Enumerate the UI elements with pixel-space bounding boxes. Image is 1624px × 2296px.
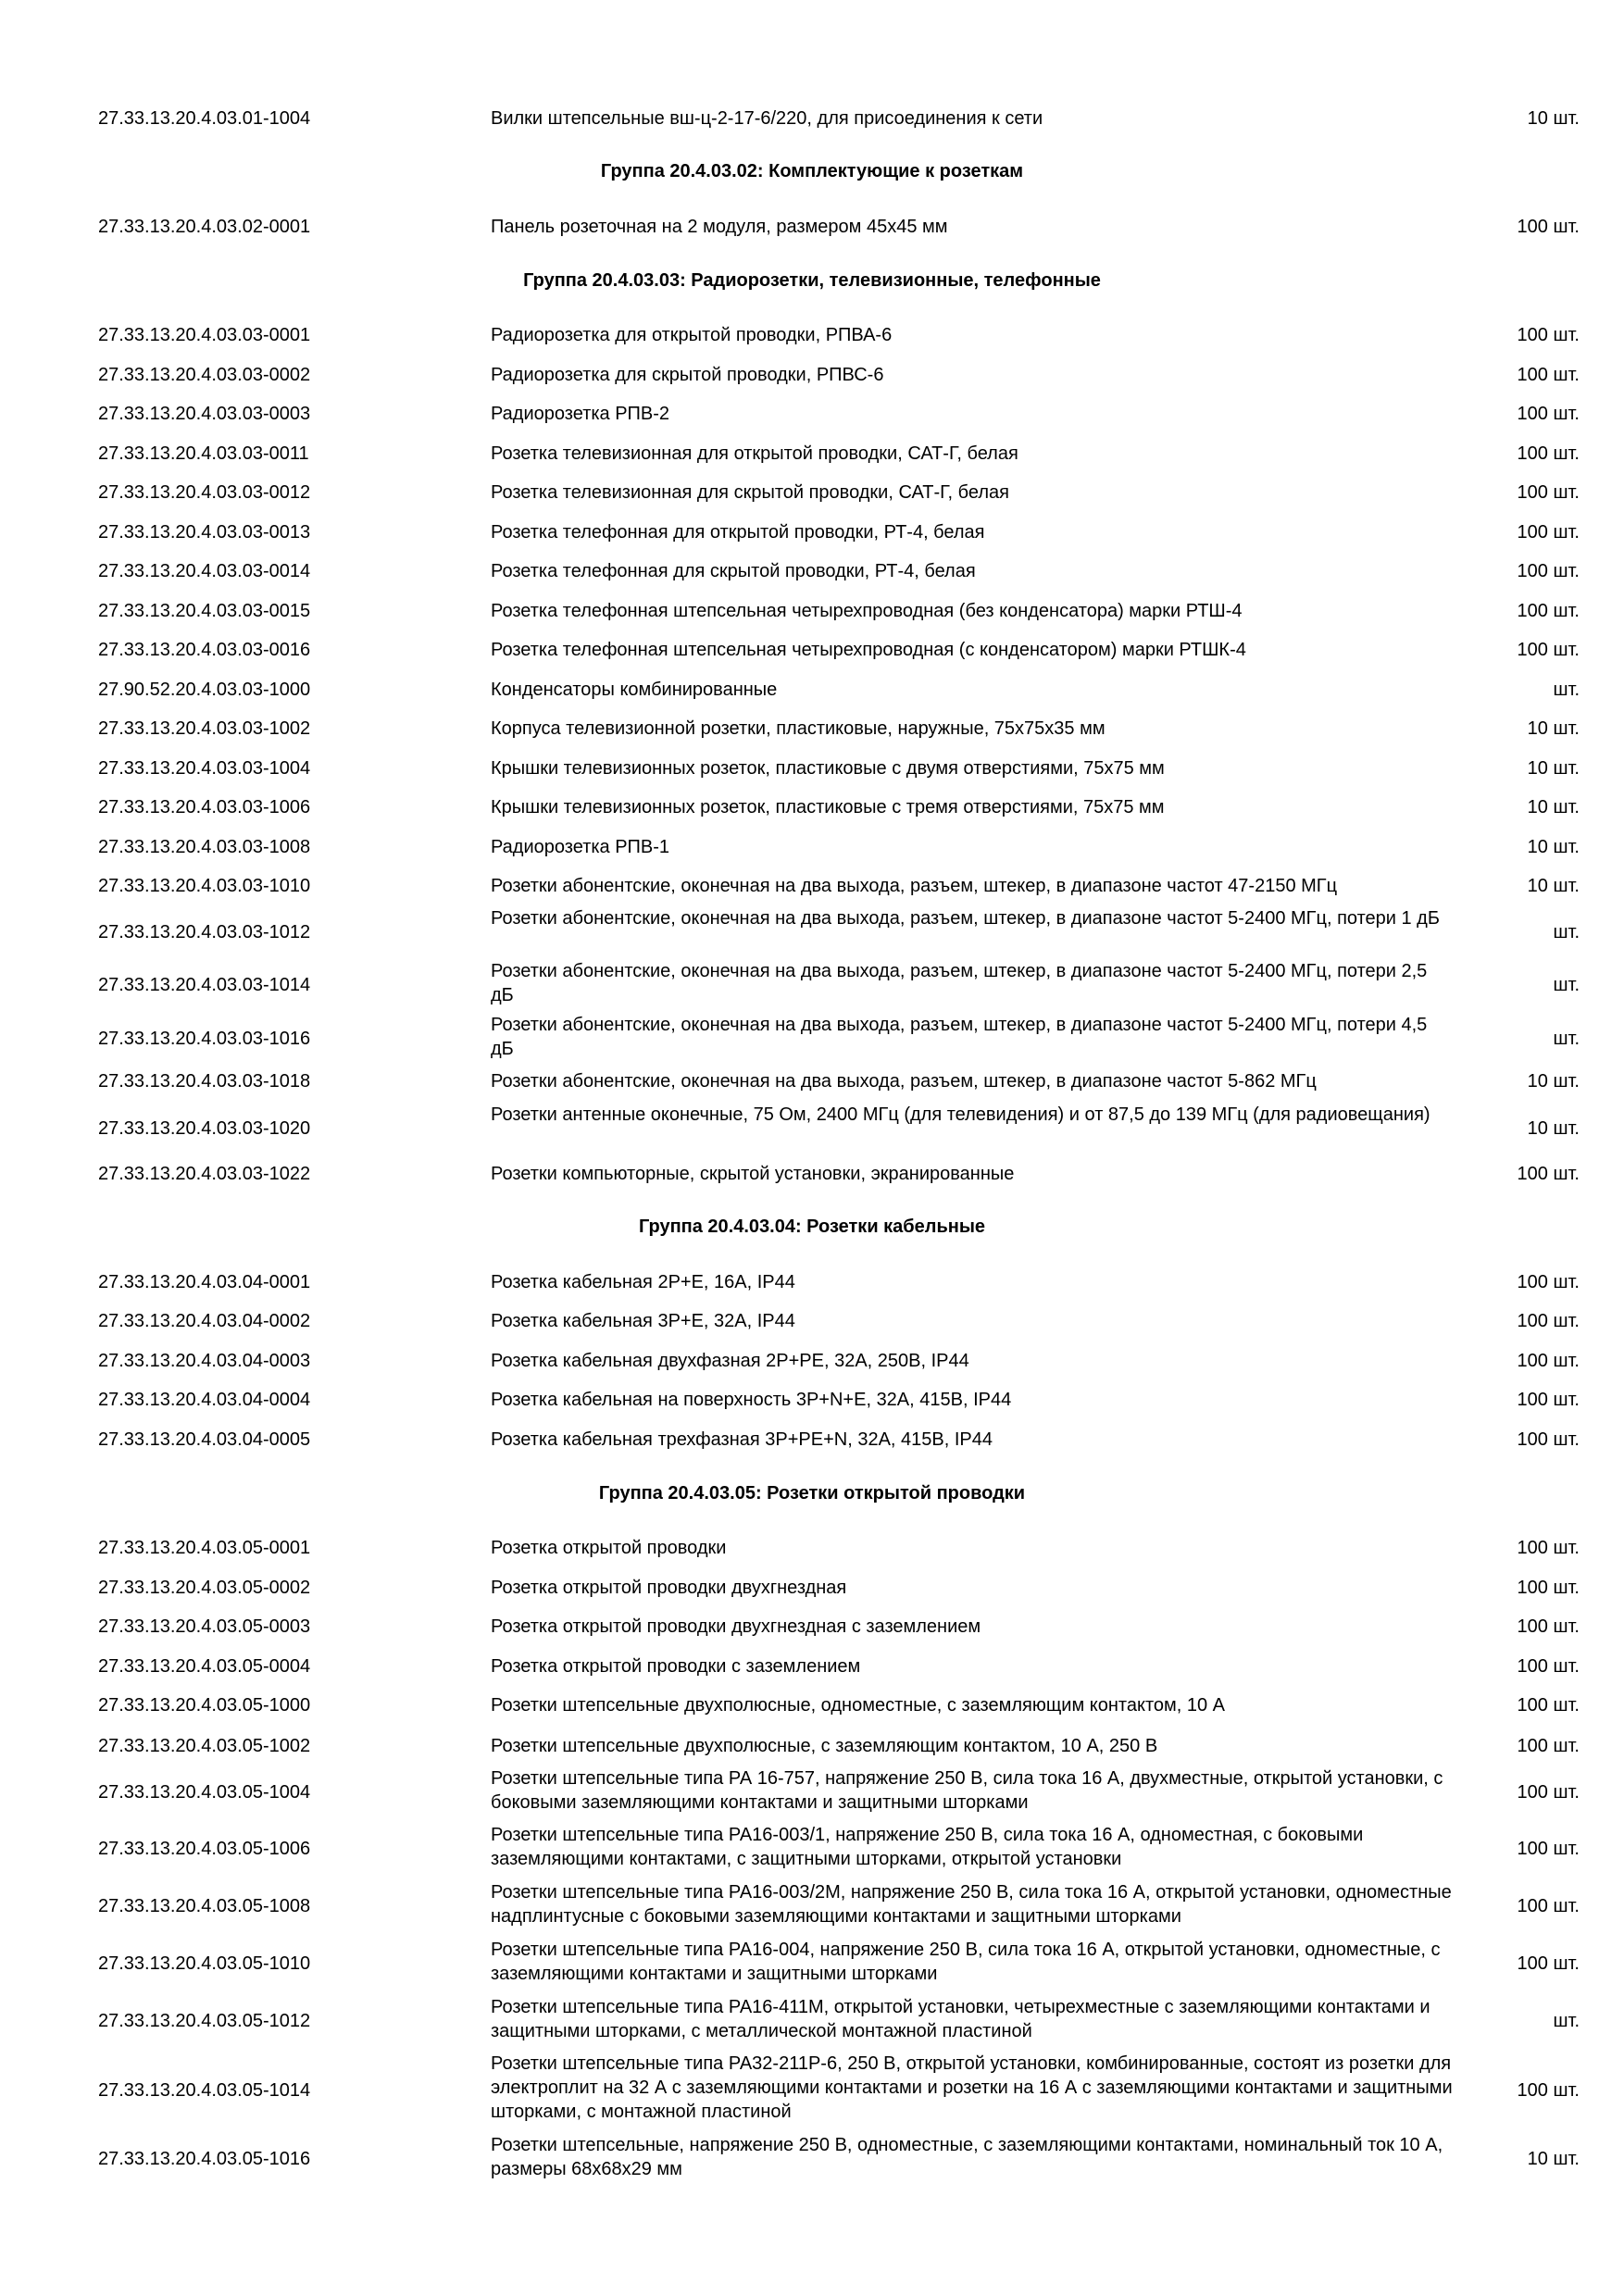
item-code: 27.33.13.20.4.03.05-1008 xyxy=(98,1896,311,1916)
item-unit: 100 шт. xyxy=(1517,1538,1580,1558)
item-code: 27.33.13.20.4.03.03-1008 xyxy=(98,837,311,857)
item-name: Розетка телефонная для скрытой проводки, РТ-4, белая xyxy=(491,561,976,581)
item-code: 27.33.13.20.4.03.05-1012 xyxy=(98,2011,311,2031)
item-code: 27.33.13.20.4.03.05-1014 xyxy=(98,2080,311,2101)
item-unit: 100 шт. xyxy=(1517,1578,1580,1598)
item-name: Розетки абонентские, оконечная на два выхода, разъем, штекер, в диапазоне частот 47-2150 МГц xyxy=(491,876,1338,896)
item-code: 27.33.13.20.4.03.03-1020 xyxy=(98,1118,311,1139)
item-unit: 100 шт. xyxy=(1517,325,1580,345)
item-name: Радиорозетка РПВ-1 xyxy=(491,837,670,857)
item-unit: 100 шт. xyxy=(1517,1351,1580,1371)
item-name: Радиорозетка РПВ-2 xyxy=(491,404,670,424)
item-name: Розетки штепсельные типа РА16-003/1, напряжение 250 В, сила тока 16 А, одноместная, с боковыми заземляющими контактами, с защитными шторками, открытой установки xyxy=(491,1825,1364,1869)
item-unit: 10 шт. xyxy=(1527,876,1580,896)
item-unit: 10 шт. xyxy=(1527,837,1580,857)
item-unit: 100 шт. xyxy=(1517,1736,1580,1756)
item-unit: 10 шт. xyxy=(1527,1118,1580,1139)
item-name: Крышки телевизионных розеток, пластиковые с двумя отверстиями, 75х75 мм xyxy=(491,758,1165,779)
item-name: Корпуса телевизионной розетки, пластиковые, наружные, 75х75х35 мм xyxy=(491,718,1106,739)
item-unit: шт. xyxy=(1553,922,1580,942)
item-code: 27.33.13.20.4.03.05-1010 xyxy=(98,1953,311,1974)
group-heading: Группа 20.4.03.04: Розетки кабельные xyxy=(638,1217,986,1237)
item-code: 27.33.13.20.4.03.03-0002 xyxy=(98,365,311,385)
item-name: Розетки штепсельные двухполюсные, одноместные, с заземляющим контактом, 10 А xyxy=(491,1695,1226,1716)
item-name: Розетка телевизионная для открытой проводки, САТ-Г, белая xyxy=(491,443,1018,464)
item-code: 27.33.13.20.4.03.03-0016 xyxy=(98,640,311,660)
item-name: Розетка открытой проводки двухгнездная с заземлением xyxy=(491,1616,981,1637)
item-name: Розетки абонентские, оконечная на два выхода, разъем, штекер, в диапазоне частот 5-2400 МГц, потери 4,5 дБ xyxy=(491,1015,1428,1059)
item-code: 27.33.13.20.4.03.03-1016 xyxy=(98,1029,311,1049)
item-name: Радиорозетка для открытой проводки, РПВА-6 xyxy=(491,325,893,345)
item-name: Розетка открытой проводки xyxy=(491,1538,727,1558)
item-unit: шт. xyxy=(1553,975,1580,995)
item-unit: 100 шт. xyxy=(1517,640,1580,660)
item-name: Розетка кабельная двухфазная 2Р+РЕ, 32А, 250В, IP44 xyxy=(491,1351,969,1371)
item-code: 27.33.13.20.4.03.05-0003 xyxy=(98,1616,311,1637)
item-name: Розетки штепсельные типа РА16-003/2М, напряжение 250 В, сила тока 16 А, открытой установки, одноместные надплинтусные с боковыми заземляющими контактами и защитными шторками xyxy=(491,1882,1452,1927)
item-unit: 100 шт. xyxy=(1517,404,1580,424)
item-name: Розетки штепсельные типа РА16-004, напряжение 250 В, сила тока 16 А, открытой установки, одноместные, с заземляющими контактами и защитными шторками xyxy=(491,1940,1441,1984)
item-unit: шт. xyxy=(1553,1029,1580,1049)
item-unit: шт. xyxy=(1553,680,1580,700)
item-unit: 10 шт. xyxy=(1527,718,1580,739)
item-name: Розетка кабельная на поверхность 3Р+N+Е, 32А, 415В, IP44 xyxy=(491,1390,1012,1410)
item-unit: 100 шт. xyxy=(1517,522,1580,543)
item-code: 27.33.13.20.4.03.05-1000 xyxy=(98,1695,311,1716)
item-unit: 100 шт. xyxy=(1517,1272,1580,1292)
item-name: Розетка кабельная 2Р+Е, 16А, IP44 xyxy=(491,1272,795,1292)
item-unit: 100 шт. xyxy=(1517,1695,1580,1716)
item-code: 27.33.13.20.4.03.03-1014 xyxy=(98,975,311,995)
item-name: Розетки штепсельные, напряжение 250 В, одноместные, с заземляющими контактами, номинальный ток 10 А, размеры 68х68х29 мм xyxy=(491,2135,1443,2179)
item-code: 27.33.13.20.4.03.03-1006 xyxy=(98,797,311,817)
item-name: Розетки штепсельные двухполюсные, с заземляющим контактом, 10 А, 250 В xyxy=(491,1736,1158,1756)
item-unit: 100 шт. xyxy=(1517,482,1580,503)
item-code: 27.33.13.20.4.03.04-0005 xyxy=(98,1429,311,1450)
item-name: Розетка кабельная трехфазная 3Р+РЕ+N, 32А, 415В, IP44 xyxy=(491,1429,993,1450)
item-name: Радиорозетка для скрытой проводки, РПВС-6 xyxy=(491,365,884,385)
item-unit: 100 шт. xyxy=(1517,365,1580,385)
item-code: 27.33.13.20.4.03.04-0003 xyxy=(98,1351,311,1371)
item-unit: 100 шт. xyxy=(1517,217,1580,237)
item-name: Розетка телефонная для открытой проводки, РТ-4, белая xyxy=(491,522,985,543)
item-unit: 10 шт. xyxy=(1527,758,1580,779)
item-code: 27.33.13.20.4.03.03-1012 xyxy=(98,922,311,942)
item-name: Конденсаторы комбинированные xyxy=(491,680,778,700)
item-code: 27.33.13.20.4.03.03-0012 xyxy=(98,482,311,503)
item-code: 27.33.13.20.4.03.05-1004 xyxy=(98,1782,311,1803)
item-name: Розетки абонентские, оконечная на два выхода, разъем, штекер, в диапазоне частот 5-2400 МГц, потери 2,5 дБ xyxy=(491,961,1428,1005)
item-code: 27.33.13.20.4.03.03-0003 xyxy=(98,404,311,424)
item-unit: 100 шт. xyxy=(1517,1311,1580,1331)
item-name: Розетка телевизионная для скрытой проводки, САТ-Г, белая xyxy=(491,482,1009,503)
item-code: 27.33.13.20.4.03.04-0004 xyxy=(98,1390,311,1410)
item-name: Вилки штепсельные вш-ц-2-17-6/220, для присоединения к сети xyxy=(491,108,1043,129)
item-code: 27.33.13.20.4.03.05-1002 xyxy=(98,1736,311,1756)
item-code: 27.33.13.20.4.03.05-0004 xyxy=(98,1656,311,1677)
item-name: Крышки телевизионных розеток, пластиковые с тремя отверстиями, 75х75 мм xyxy=(491,797,1165,817)
item-unit: 100 шт. xyxy=(1517,443,1580,464)
group-heading: Группа 20.4.03.03: Радиорозетки, телевизионные, телефонные xyxy=(523,270,1101,291)
item-code: 27.33.13.20.4.03.04-0001 xyxy=(98,1272,311,1292)
item-name: Розетка открытой проводки с заземлением xyxy=(491,1656,861,1677)
item-unit: 100 шт. xyxy=(1517,1429,1580,1450)
item-name: Розетка кабельная 3Р+Е, 32А, IP44 xyxy=(491,1311,795,1331)
item-name: Розетки штепсельные типа РА16-411М, открытой установки, четырехместные с заземляющими контактами и защитными шторками, с металлической монтажной пластиной xyxy=(491,1997,1430,2041)
item-unit: 10 шт. xyxy=(1527,797,1580,817)
item-unit: 100 шт. xyxy=(1517,561,1580,581)
group-heading: Группа 20.4.03.02: Комплектующие к розеткам xyxy=(600,161,1024,181)
item-code: 27.33.13.20.4.03.03-0014 xyxy=(98,561,311,581)
item-unit: 100 шт. xyxy=(1517,1390,1580,1410)
item-name: Розетки абонентские, оконечная на два выхода, разъем, штекер, в диапазоне частот 5-862 МГц xyxy=(491,1071,1317,1092)
item-unit: 100 шт. xyxy=(1517,1782,1580,1803)
item-unit: 100 шт. xyxy=(1517,1616,1580,1637)
item-name: Розетки штепсельные типа РА32-211Р-6, 250 В, открытой установки, комбинированные, состоят из розетки для электроплит на 32 А с заземляющими контактами и розетки на 16 А с заземляющими контактами и защитными шторками, с монтажной пластиной xyxy=(491,2053,1453,2122)
item-name: Розетка открытой проводки двухгнездная xyxy=(491,1578,847,1598)
item-name: Розетка телефонная штепсельная четырехпроводная (с конденсатором) марки РТШК-4 xyxy=(491,640,1246,660)
item-code: 27.33.13.20.4.03.03-0015 xyxy=(98,601,311,621)
group-heading: Группа 20.4.03.05: Розетки открытой проводки xyxy=(598,1483,1026,1504)
item-code: 27.33.13.20.4.03.05-1006 xyxy=(98,1839,311,1859)
item-name: Розетки штепсельные типа РА 16-757, напряжение 250 В, сила тока 16 А, двухместные, открытой установки, с боковыми заземляющими контактами и защитными шторками xyxy=(491,1768,1443,1813)
item-unit: 100 шт. xyxy=(1517,1164,1580,1184)
item-unit: 10 шт. xyxy=(1527,1071,1580,1092)
item-unit: 10 шт. xyxy=(1527,108,1580,129)
item-unit: шт. xyxy=(1553,2011,1580,2031)
item-code: 27.90.52.20.4.03.03-1000 xyxy=(98,680,311,700)
item-code: 27.33.13.20.4.03.03-0013 xyxy=(98,522,311,543)
item-code: 27.33.13.20.4.03.05-0001 xyxy=(98,1538,311,1558)
item-code: 27.33.13.20.4.03.05-1016 xyxy=(98,2149,311,2169)
item-code: 27.33.13.20.4.03.03-1004 xyxy=(98,758,311,779)
item-unit: 100 шт. xyxy=(1517,1896,1580,1916)
item-unit: 100 шт. xyxy=(1517,1656,1580,1677)
item-code: 27.33.13.20.4.03.01-1004 xyxy=(98,108,311,129)
item-code: 27.33.13.20.4.03.03-1002 xyxy=(98,718,311,739)
item-unit: 10 шт. xyxy=(1527,2149,1580,2169)
item-code: 27.33.13.20.4.03.04-0002 xyxy=(98,1311,311,1331)
item-name: Розетки абонентские, оконечная на два выхода, разъем, штекер, в диапазоне частот 5-2400 МГц, потери 1 дБ xyxy=(491,908,1440,929)
item-code: 27.33.13.20.4.03.02-0001 xyxy=(98,217,311,237)
item-name: Розетки антенные оконечные, 75 Ом, 2400 МГц (для телевидения) и от 87,5 до 139 МГц (для радиовещания) xyxy=(491,1104,1430,1125)
item-code: 27.33.13.20.4.03.03-0011 xyxy=(98,443,309,464)
item-unit: 100 шт. xyxy=(1517,1953,1580,1974)
item-code: 27.33.13.20.4.03.05-0002 xyxy=(98,1578,311,1598)
item-name: Панель розеточная на 2 модуля, размером 45х45 мм xyxy=(491,217,948,237)
item-code: 27.33.13.20.4.03.03-1022 xyxy=(98,1164,311,1184)
item-unit: 100 шт. xyxy=(1517,1839,1580,1859)
item-code: 27.33.13.20.4.03.03-1010 xyxy=(98,876,311,896)
item-code: 27.33.13.20.4.03.03-0001 xyxy=(98,325,311,345)
item-unit: 100 шт. xyxy=(1517,2080,1580,2101)
item-unit: 100 шт. xyxy=(1517,601,1580,621)
item-name: Розетка телефонная штепсельная четырехпроводная (без конденсатора) марки РТШ-4 xyxy=(491,601,1243,621)
item-code: 27.33.13.20.4.03.03-1018 xyxy=(98,1071,311,1092)
item-name: Розетки компьюторные, скрытой установки, экранированные xyxy=(491,1164,1015,1184)
